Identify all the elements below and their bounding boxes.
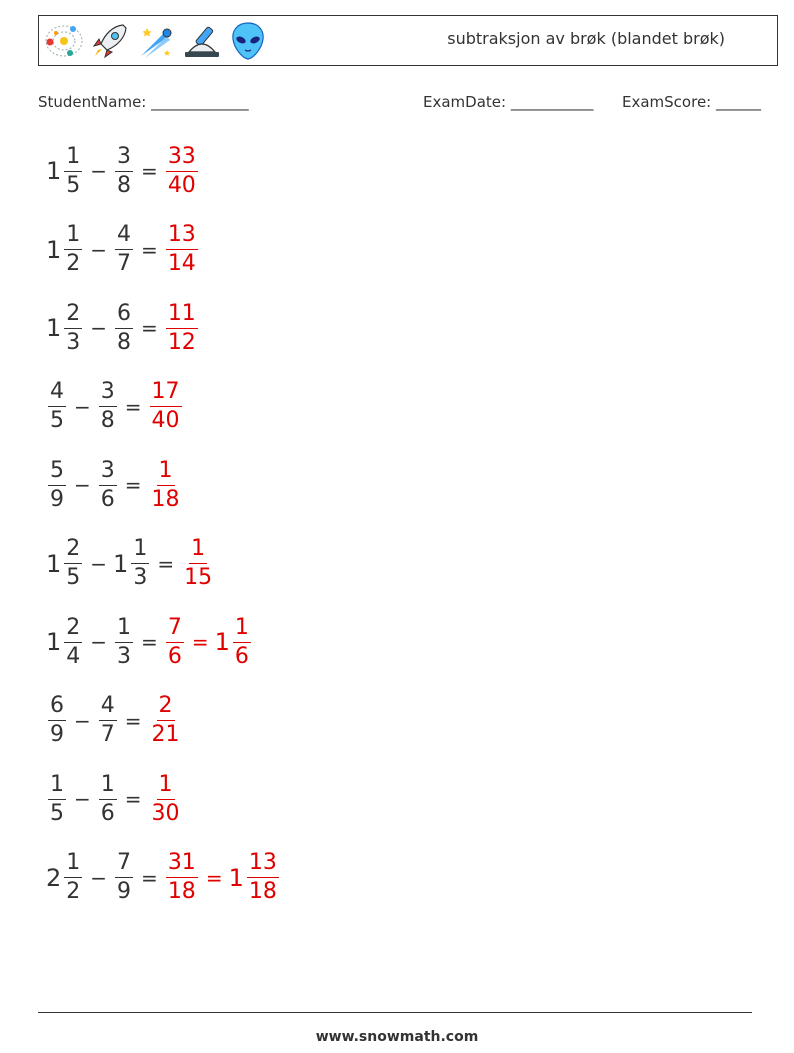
problem-row	[46, 455, 184, 515]
answer-fraction	[166, 614, 184, 669]
subtrahend-numerator: 3	[99, 381, 117, 407]
answer-numerator: 33	[166, 146, 198, 172]
worksheet-title: subtraksjon av brøk (blandet brøk)	[447, 29, 725, 48]
answer-mixed-denominator: 6	[234, 643, 249, 669]
equals-sign: =	[141, 865, 158, 890]
subtrahend-denominator: 7	[100, 722, 115, 747]
subtrahend-denominator: 8	[117, 329, 132, 355]
answer-fraction	[166, 300, 198, 355]
answer-numerator: 1	[189, 538, 207, 564]
minuend-denominator: 5	[66, 172, 81, 198]
answer-denominator: 12	[167, 329, 196, 355]
subtrahend-fraction	[99, 771, 117, 826]
problem-row	[46, 220, 200, 280]
subtrahend-fraction	[99, 381, 117, 432]
minuend-fraction	[64, 614, 82, 669]
answer-numerator: 1	[157, 460, 175, 486]
subtrahend-numerator: 6	[115, 303, 133, 329]
answer-fraction	[150, 695, 182, 746]
subtrahend-fraction	[115, 300, 133, 355]
minuend-fraction	[64, 852, 82, 903]
equals-sign: =	[124, 708, 142, 733]
student-name-field[interactable]: StudentName: _____________	[38, 93, 249, 111]
equals-sign: =	[124, 787, 142, 811]
minus-sign: −	[74, 787, 91, 811]
problem-row	[46, 141, 200, 201]
alien-icon	[227, 20, 269, 62]
equals-sign: =	[141, 316, 158, 340]
solar-system-icon	[43, 20, 85, 62]
telescope-icon	[181, 20, 223, 62]
minus-sign: −	[90, 865, 108, 890]
subtrahend-numerator: 3	[115, 146, 133, 172]
answer-denominator: 21	[151, 722, 180, 747]
minuend-fraction	[48, 381, 66, 432]
subtrahend-denominator: 6	[100, 486, 115, 512]
answer-denominator: 14	[167, 251, 196, 276]
answer-denominator: 15	[184, 565, 213, 590]
minuend-fraction	[64, 143, 82, 198]
answer-numerator: 1	[157, 774, 175, 800]
problem-row	[46, 377, 184, 437]
equals-sign: =	[141, 630, 158, 654]
minuend-denominator: 4	[66, 643, 81, 669]
problem-row	[46, 298, 200, 358]
answer-numerator: 17	[150, 381, 182, 407]
subtrahend-denominator: 3	[117, 643, 132, 669]
minuend-whole: 2	[46, 863, 62, 892]
answer-numerator: 2	[157, 695, 175, 721]
answer-mixed-numerator: 13	[247, 852, 279, 878]
subtrahend-denominator: 3	[133, 565, 148, 590]
answer-equals-sign: =	[205, 865, 223, 890]
answer-numerator: 7	[166, 617, 184, 643]
subtrahend-numerator: 4	[99, 695, 117, 721]
subtrahend-fraction	[115, 143, 133, 198]
rocket-icon	[89, 20, 131, 62]
minus-sign: −	[90, 551, 108, 576]
equals-sign: =	[141, 237, 158, 262]
answer-mixed-whole: 1	[214, 628, 230, 656]
minuend-whole: 1	[46, 549, 62, 578]
subtrahend-numerator: 3	[99, 460, 117, 486]
answer-mixed-numerator: 1	[233, 617, 251, 643]
subtrahend-fraction	[99, 457, 117, 512]
minus-sign: −	[74, 473, 91, 497]
answer-numerator: 13	[166, 224, 198, 250]
header-icons	[43, 20, 269, 62]
answer-fraction	[150, 771, 182, 826]
minuend-numerator: 5	[48, 460, 66, 486]
problem-row	[46, 534, 216, 594]
equals-sign: =	[124, 394, 142, 419]
subtrahend-denominator: 9	[117, 879, 132, 904]
answer-denominator: 30	[151, 800, 180, 826]
minuend-denominator: 9	[50, 486, 64, 512]
problem-row	[46, 848, 281, 908]
answer-numerator: 11	[166, 303, 198, 329]
subtrahend-fraction	[115, 852, 133, 903]
minuend-fraction	[64, 538, 82, 589]
minuend-denominator: 3	[66, 329, 81, 355]
equals-sign: =	[157, 551, 175, 576]
minuend-numerator: 1	[64, 224, 82, 250]
minuend-numerator: 1	[64, 146, 82, 172]
equals-sign: =	[141, 159, 158, 183]
minuend-numerator: 4	[48, 381, 66, 407]
answer-fraction	[166, 143, 198, 198]
answer-mixed-fraction	[247, 852, 279, 903]
subtrahend-numerator: 1	[131, 538, 149, 564]
minuend-numerator: 6	[48, 695, 66, 721]
footer-divider	[38, 1012, 752, 1013]
answer-denominator: 40	[151, 408, 180, 433]
minuend-denominator: 2	[66, 879, 81, 904]
answer-numerator: 31	[166, 852, 198, 878]
subtrahend-fraction	[131, 538, 149, 589]
minus-sign: −	[74, 394, 91, 419]
exam-date-field[interactable]: ExamDate: ___________	[423, 93, 594, 111]
minuend-fraction	[48, 695, 66, 746]
worksheet-header	[38, 15, 778, 66]
subtrahend-denominator: 8	[117, 172, 132, 198]
problem-row	[46, 691, 184, 751]
answer-equals-sign: =	[191, 630, 209, 654]
answer-fraction	[150, 381, 182, 432]
answer-mixed-fraction	[233, 614, 251, 669]
answer-mixed-whole: 1	[228, 863, 244, 892]
minus-sign: −	[90, 316, 108, 340]
minuend-fraction	[64, 300, 82, 355]
answer-mixed-denominator: 18	[248, 879, 277, 904]
answer-mixed-number	[214, 614, 253, 669]
minuend-denominator: 2	[66, 251, 81, 276]
minuend-numerator: 1	[64, 852, 82, 878]
minuend-whole: 1	[46, 314, 62, 342]
subtrahend-whole: 1	[113, 549, 129, 578]
subtrahend-numerator: 4	[115, 224, 133, 250]
minus-sign: −	[90, 159, 108, 183]
minuend-fraction	[48, 771, 66, 826]
minus-sign: −	[90, 237, 108, 262]
subtrahend-fraction	[99, 695, 117, 746]
equals-sign: =	[124, 473, 142, 497]
problem-row	[46, 612, 253, 672]
answer-denominator: 40	[167, 172, 196, 198]
minus-sign: −	[74, 708, 91, 733]
exam-score-field[interactable]: ExamScore: ______	[622, 93, 761, 111]
problem-row	[46, 769, 184, 829]
minuend-numerator: 1	[48, 774, 66, 800]
subtrahend-numerator: 7	[115, 852, 133, 878]
minuend-numerator: 2	[64, 303, 82, 329]
minuend-fraction	[64, 224, 82, 275]
minuend-whole: 1	[46, 157, 62, 185]
answer-fraction	[182, 538, 214, 589]
minuend-numerator: 2	[64, 538, 82, 564]
subtrahend-denominator: 8	[100, 408, 115, 433]
answer-fraction	[150, 457, 182, 512]
comet-icon	[135, 20, 177, 62]
subtrahend-numerator: 1	[115, 617, 133, 643]
minuend-whole: 1	[46, 628, 62, 656]
minuend-denominator: 9	[50, 722, 64, 747]
minus-sign: −	[90, 630, 108, 654]
subtrahend-fraction	[115, 224, 133, 275]
answer-denominator: 6	[167, 643, 182, 669]
minuend-denominator: 5	[50, 408, 64, 433]
subtrahend-fraction	[115, 614, 133, 669]
answer-denominator: 18	[167, 879, 196, 904]
answer-denominator: 18	[151, 486, 180, 512]
minuend-numerator: 2	[64, 617, 82, 643]
minuend-fraction	[48, 457, 66, 512]
subtrahend-numerator: 1	[99, 774, 117, 800]
subtrahend-denominator: 7	[117, 251, 132, 276]
minuend-denominator: 5	[50, 800, 64, 826]
answer-mixed-number	[229, 852, 281, 903]
answer-fraction	[166, 852, 198, 903]
footer-website: www.snowmath.com	[315, 1029, 479, 1045]
minuend-whole: 1	[46, 235, 62, 264]
subtrahend-denominator: 6	[100, 800, 115, 826]
answer-fraction	[166, 224, 198, 275]
minuend-denominator: 5	[66, 565, 81, 590]
